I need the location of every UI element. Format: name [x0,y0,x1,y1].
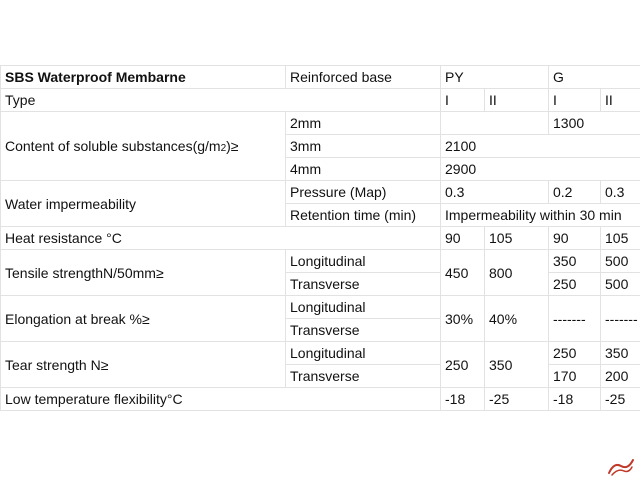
type-label: Type [1,89,441,112]
elongation-label: Elongation at break %≥ [1,296,286,342]
lowtemp-g-i: -18 [549,388,601,411]
lowtemp-g-ii: -25 [601,388,640,411]
water-label: Water impermeability [1,181,286,227]
tear-g-ii-long: 350 [601,342,640,365]
tear-label: Tear strength N≥ [1,342,286,388]
table-row-water-pressure [1,181,640,204]
tensile-g-ii-trans: 500 [601,273,640,296]
tensile-g-i-trans: 250 [549,273,601,296]
heat-g-ii: 105 [601,227,640,250]
tensile-long-label: Longitudinal [286,250,441,273]
soluble-4mm-label: 4mm [286,158,441,181]
logo-icon [606,456,636,478]
g-header: G [549,66,640,89]
heat-py-i: 90 [441,227,485,250]
soluble-2mm-py [441,112,549,135]
water-pressure-g-i: 0.2 [549,181,601,204]
py-header: PY [441,66,549,89]
lowtemp-py-ii: -25 [485,388,549,411]
elongation-g-i: ------- [549,296,601,342]
elongation-trans-label: Transverse [286,319,441,342]
tensile-g-i-long: 350 [549,250,601,273]
water-pressure-label: Pressure (Map) [286,181,441,204]
table-row-tensile-long [1,250,640,273]
lowtemp-py-i: -18 [441,388,485,411]
table-row-soluble-2mm [1,112,640,135]
table-row-heat [1,227,640,250]
tear-py-ii: 350 [485,342,549,388]
tear-trans-label: Transverse [286,365,441,388]
soluble-label: Content of soluble substances(g/m2)≥ [1,112,286,181]
table-row-header [1,66,640,89]
type-g-i: I [549,89,601,112]
tensile-label: Tensile strengthN/50mm≥ [1,250,286,296]
table-title: SBS Waterproof Membarne [1,66,286,89]
elongation-py-i: 30% [441,296,485,342]
base-label: Reinforced base [286,66,441,89]
water-pressure-g-ii: 0.3 [601,181,640,204]
soluble-2mm-g: 1300 [549,112,640,135]
tensile-py-i: 450 [441,250,485,296]
specification-table [0,65,640,411]
tensile-g-ii-long: 500 [601,250,640,273]
water-pressure-py: 0.3 [441,181,549,204]
tear-g-i-long: 250 [549,342,601,365]
elongation-long-label: Longitudinal [286,296,441,319]
soluble-3mm-value: 2100 [441,135,640,158]
tear-py-i: 250 [441,342,485,388]
tear-long-label: Longitudinal [286,342,441,365]
table-row-elongation-long [1,296,640,319]
soluble-2mm-label: 2mm [286,112,441,135]
tensile-trans-label: Transverse [286,273,441,296]
tensile-py-ii: 800 [485,250,549,296]
table-row-lowtemp [1,388,640,411]
heat-py-ii: 105 [485,227,549,250]
water-retention-value: Impermeability within 30 min [441,204,640,227]
table-row-tear-long [1,342,640,365]
soluble-3mm-label: 3mm [286,135,441,158]
table-row-type [1,89,640,112]
elongation-py-ii: 40% [485,296,549,342]
elongation-g-ii: ------- [601,296,640,342]
heat-label: Heat resistance °C [1,227,441,250]
lowtemp-label: Low temperature flexibility°C [1,388,441,411]
water-retention-label: Retention time (min) [286,204,441,227]
type-py-ii: II [485,89,549,112]
tear-g-ii-trans: 200 [601,365,640,388]
type-g-ii: II [601,89,640,112]
heat-g-i: 90 [549,227,601,250]
soluble-4mm-value: 2900 [441,158,640,181]
type-py-i: I [441,89,485,112]
tear-g-i-trans: 170 [549,365,601,388]
